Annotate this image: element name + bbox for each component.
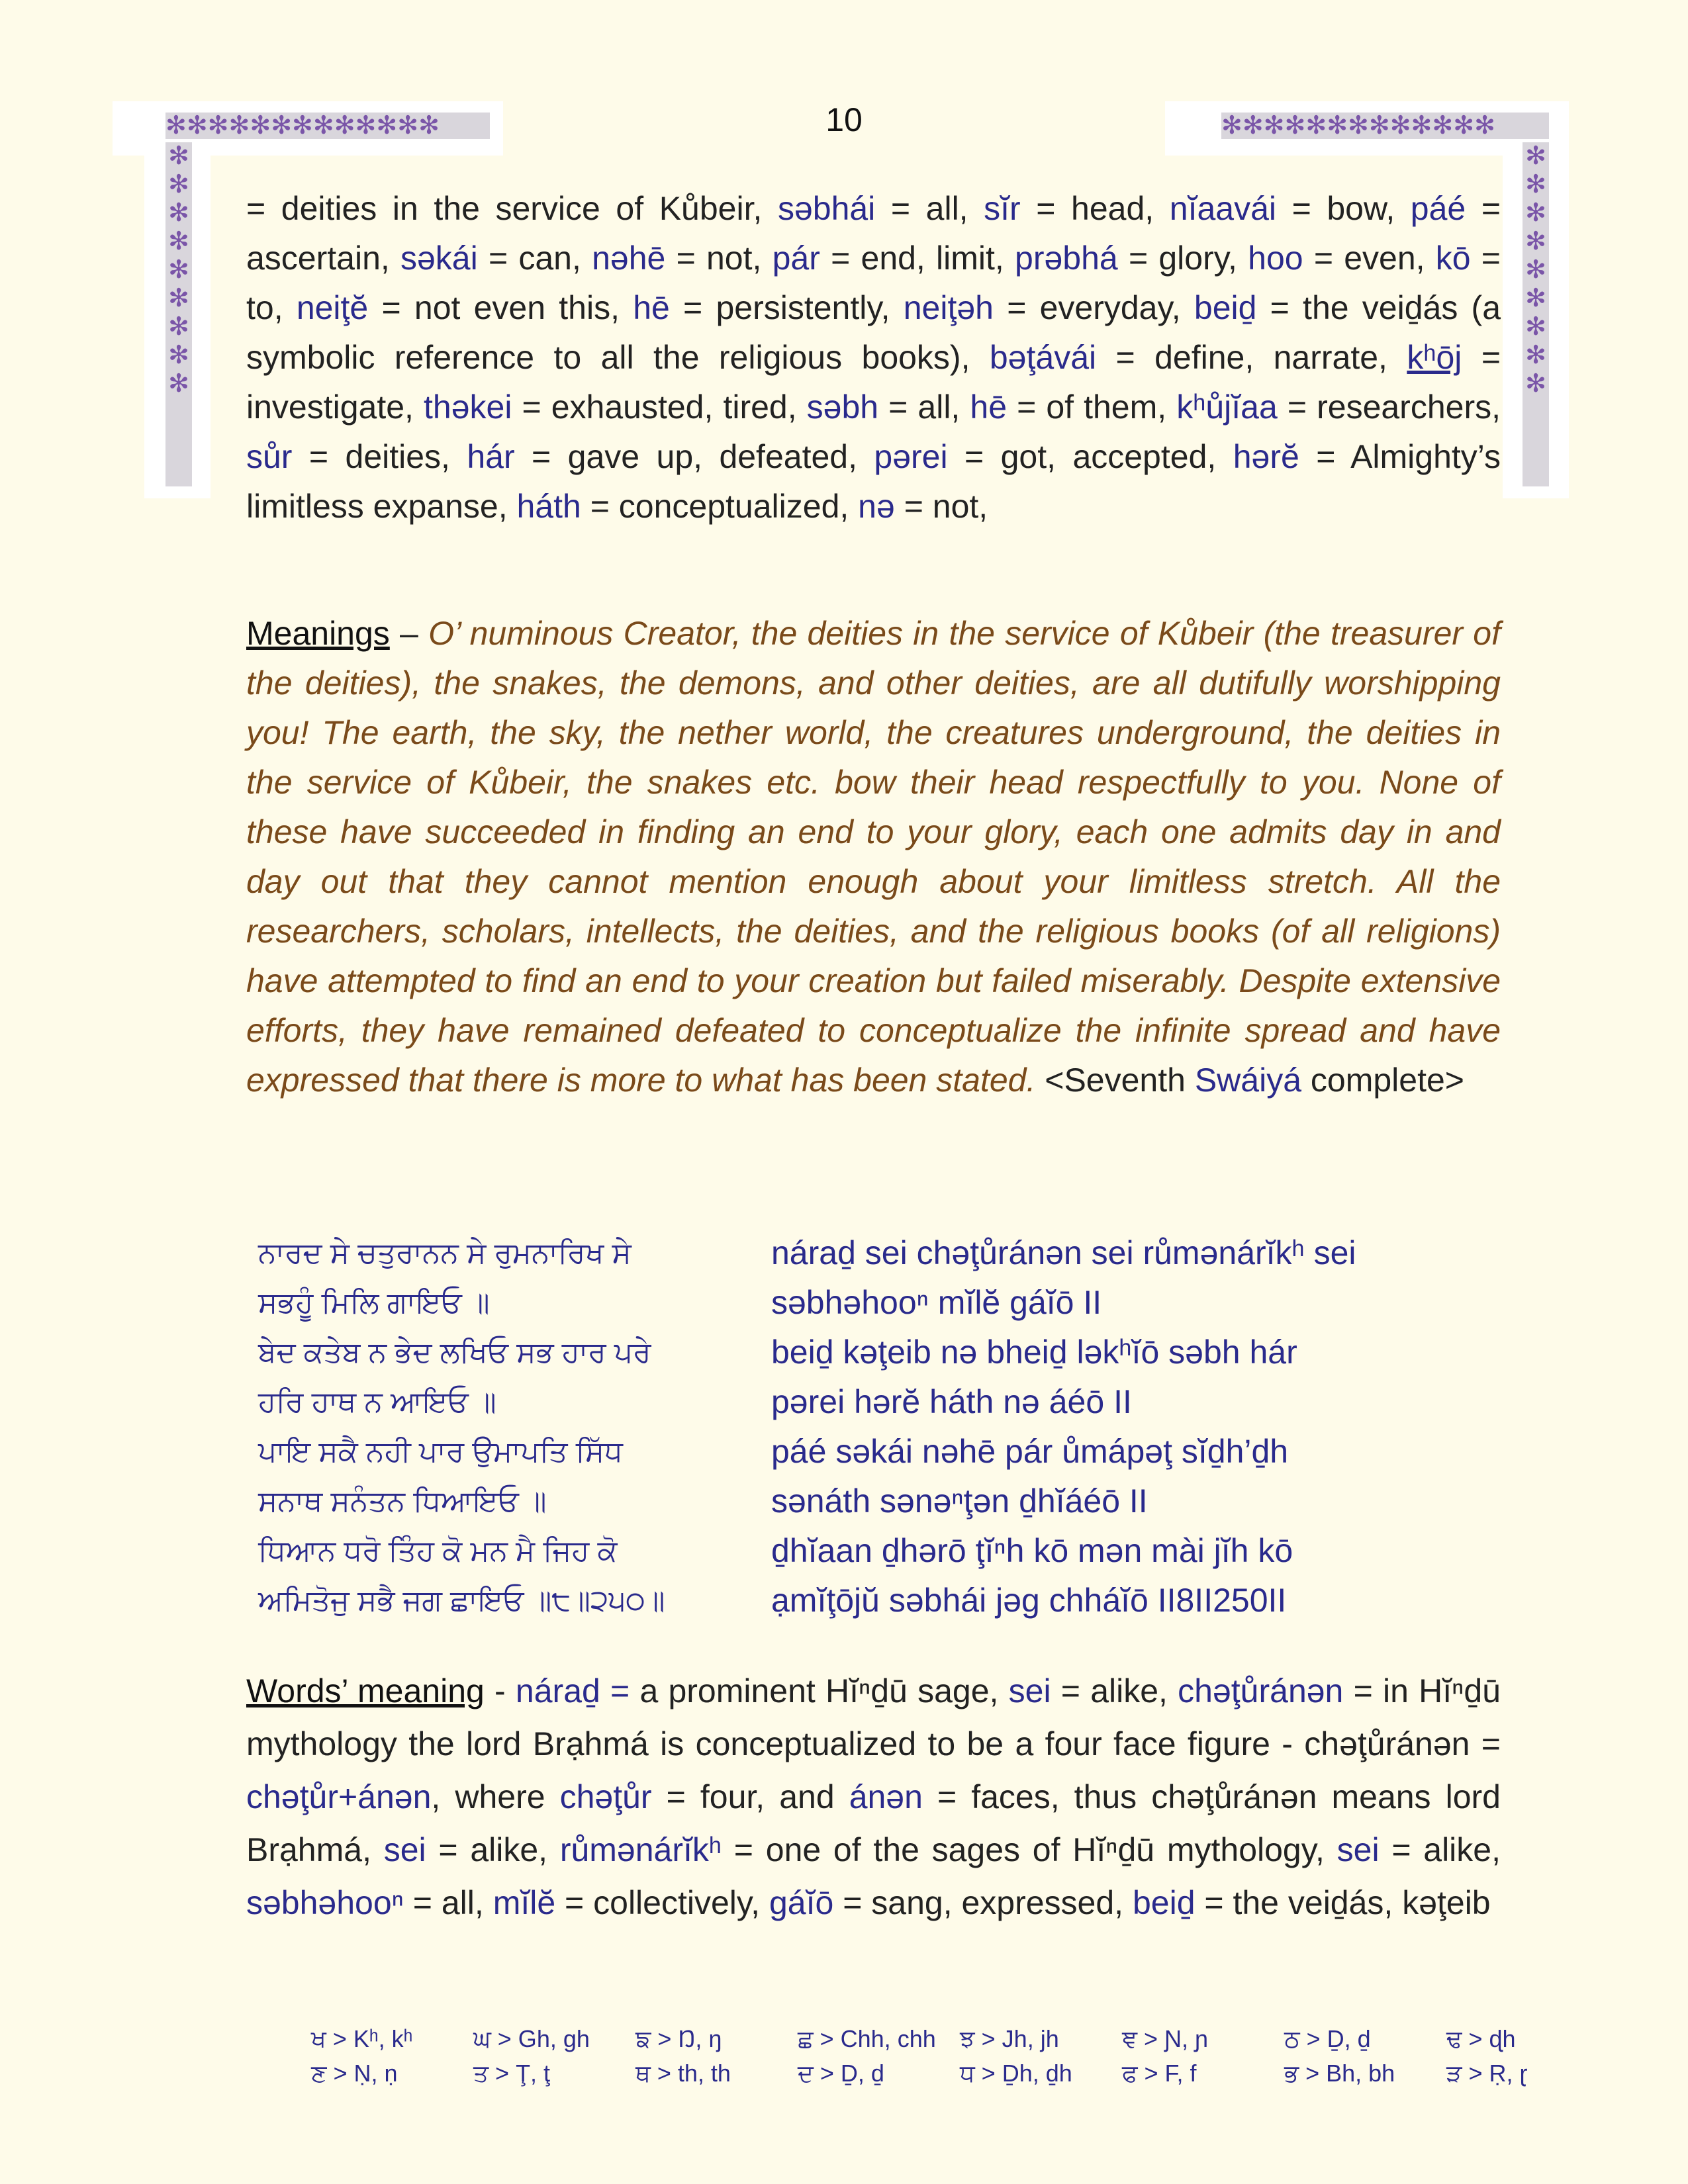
text: = even, [1303, 240, 1436, 277]
term: thəkei [424, 388, 512, 426]
legend-item: ਢ > ɖh [1446, 2025, 1516, 2052]
text: = ascertain, [246, 190, 1501, 277]
text: = all, [878, 388, 970, 426]
legend-item: ਞ > Ɲ, ɲ [1122, 2025, 1209, 2052]
legend-item: ਝ > Jh, jh [960, 2025, 1059, 2052]
text: = one of the sages of Hĭⁿḏū mythology, [722, 1831, 1337, 1868]
term: səkái [400, 240, 478, 277]
translit-line: náraḏ sei chəţůránən sei růmənárĭkʰ sei [771, 1234, 1356, 1271]
term: pərei [874, 438, 948, 475]
translit-line: səbhəhooⁿ mĭlĕ gáĭō II [771, 1284, 1102, 1321]
legend-row [311, 2056, 1528, 2091]
verse-line: ਬੇਦ ਕਤੇਬ ਨ ਭੇਦ ਲਖਿਓ ਸਭ ਹਾਰ ਪਰੇ [258, 1336, 651, 1369]
text: = not, [894, 488, 988, 525]
term: sei [1336, 1831, 1380, 1868]
verse-transliteration [771, 1228, 1407, 1625]
swaiya-term: Swáiyá [1194, 1062, 1302, 1099]
text: = exhausted, tired, [512, 388, 807, 426]
term: hē [970, 388, 1008, 426]
term: růmənárĭkʰ [559, 1831, 722, 1868]
legend-item: ਘ > Gh, gh [473, 2025, 590, 2052]
term: hərĕ [1233, 438, 1299, 475]
translit-line: ḏhĭaan ḏhərō ţĭⁿh kō mən mài jĭh kō [771, 1532, 1293, 1569]
term: səbhái [777, 190, 876, 227]
term: neiţĕ [296, 289, 369, 326]
star-border-right: ✻✻✻✻✻✻✻✻✻ [1523, 142, 1549, 486]
term: sei [1008, 1672, 1051, 1709]
legend-item: ਧ > Ḏh, ḏh [960, 2060, 1072, 2087]
term: hár [467, 438, 515, 475]
term: kō [1435, 240, 1471, 277]
term: kʰōj [1407, 339, 1462, 376]
text: = persistently, [669, 289, 904, 326]
legend-item: ਭ > Bh, bh [1284, 2060, 1395, 2087]
term: neiţəh [903, 289, 994, 326]
term: sůr [246, 438, 293, 475]
term: hoo [1248, 240, 1303, 277]
text: = of them, [1007, 388, 1177, 426]
term: gáĭō [769, 1884, 834, 1921]
words-meaning-heading: Words’ meaning [246, 1672, 485, 1709]
text: = not, [665, 240, 773, 277]
meanings-heading: Meanings [246, 615, 390, 652]
legend-item: ਦ > Ḏ, ḏ [798, 2060, 884, 2087]
text: = got, accepted, [947, 438, 1233, 475]
term: nə [858, 488, 895, 525]
text: = the veiḏás, kəţeib [1195, 1884, 1491, 1921]
term: nĭaavái [1169, 190, 1276, 227]
legend-item: ਥ > th, th [635, 2060, 731, 2087]
legend-item: ਠ > Ḏ, ḏ [1284, 2025, 1371, 2052]
verse-line: ਸਭਹੂੰ ਮਿਲਿ ਗਾਇਓ ॥ [258, 1287, 490, 1319]
complete-label: complete> [1301, 1062, 1464, 1099]
text: = alike, [426, 1831, 560, 1868]
text: = gave up, defeated, [514, 438, 874, 475]
term: háth [516, 488, 581, 525]
term: hē [633, 289, 670, 326]
text: = researchers, [1277, 388, 1501, 426]
text: = conceptualized, [581, 488, 859, 525]
verse-line: ਨਾਰਦ ਸੇ ਚਤੁਰਾਨਨ ਸੇ ਰੁਮਨਾਰਿਖ ਸੇ [258, 1237, 632, 1269]
term: páé [1410, 190, 1466, 227]
words-meaning-continued [246, 184, 1501, 531]
term: chəţůránən [1178, 1672, 1344, 1709]
legend-item: ਣ > Ṇ, ṇ [311, 2060, 398, 2087]
star-border-left: ✻✻✻✻✻✻✻✻✻ [165, 142, 192, 486]
term: bəţávái [989, 339, 1097, 376]
text: a prominent Hĭⁿḏū sage, [630, 1672, 1009, 1709]
text: = Almighty’s limitless expanse, [246, 438, 1501, 525]
term: chəţůr [559, 1778, 652, 1815]
text: = alike, [1379, 1831, 1501, 1868]
term: chəţůr+ánən [246, 1778, 432, 1815]
text: , where [431, 1778, 560, 1815]
text: = investigate, [246, 339, 1501, 426]
meanings-text: O’ numinous Creator, the deities in the service of Kůbeir (the treasurer of the deities), the snakes, the demons, and other deities, are all dutifully worshipping you! The earth, the sky, the nether world, the creatures underground, the deities in the service of Kůbeir, the snakes etc. bow their head respectfully to you. None of these have succeeded in finding an end to your glory, each one admits day in and day out that they cannot mention enough about your limitless stretch. All the researchers, scholars, intellects, the deities, and the religious books (of all religions) have attempted to find an end to your creation but failed miserably. Despite extensive efforts, they have remained defeated to conceptualize the infinite spread and have expressed that there is more to what has been stated. [246, 615, 1501, 1099]
text: = end, limit, [820, 240, 1015, 277]
legend-item: ਛ > Chh, chh [798, 2025, 936, 2052]
meanings-paragraph [246, 609, 1501, 1105]
legend-item: ਖ > Kʰ, kʰ [311, 2025, 413, 2052]
translit-line: ạmĭţōjŭ səbhái jəg chháĭō II8II250II [771, 1582, 1287, 1619]
text: = alike, [1051, 1672, 1178, 1709]
dash: – [389, 615, 429, 652]
translit-line: beiḏ kəţeib nə bheiḏ ləkʰĭō səbh hár [771, 1334, 1297, 1371]
term: mĭlĕ [492, 1884, 556, 1921]
term: sei [383, 1831, 426, 1868]
verse-line: ਅਮਿਤੋਜੁ ਸਭੈ ਜਗ ਛਾਇਓ ॥੮॥੨੫੦॥ [258, 1584, 665, 1617]
term: nəhē [592, 240, 666, 277]
text: = four, and [651, 1778, 849, 1815]
star-border-top-right: ✻✻✻✻✻✻✻✻✻✻✻✻✻ [1221, 113, 1549, 139]
text: = the veiḏás (a symbolic reference to all the religious books), [246, 289, 1501, 376]
legend-row [311, 2022, 1528, 2056]
term: beiḏ [1132, 1884, 1196, 1921]
words-meaning-paragraph [246, 1664, 1501, 1929]
text: = everyday, [993, 289, 1194, 326]
text: = all, [403, 1884, 493, 1921]
text: = define, narrate, [1096, 339, 1407, 376]
text: = not even this, [368, 289, 633, 326]
term: ánən [849, 1778, 923, 1815]
legend-item: ੜ > Ṛ, ɽ [1446, 2060, 1528, 2087]
verse-line: ਪਾਇ ਸਕੈ ਨਹੀ ਪਾਰ ਉਮਾਪਤਿ ਸਿੱਧ [258, 1435, 623, 1468]
translit-line: pərei hərĕ háth nə áéō II [771, 1383, 1132, 1420]
text: = deities in the service of Kůbeir, [246, 190, 778, 227]
term: səbh [806, 388, 879, 426]
transliteration-legend [311, 2022, 1528, 2091]
text: = glory, [1117, 240, 1248, 277]
text: = to, [246, 240, 1501, 326]
legend-item: ਙ > Ŋ, ŋ [635, 2025, 722, 2052]
text: = sang, expressed, [833, 1884, 1133, 1921]
term: beiḏ [1194, 289, 1257, 326]
text: = collectively, [555, 1884, 769, 1921]
star-border-top-left: ✻✻✻✻✻✻✻✻✻✻✻✻✻ [165, 113, 490, 139]
page-number: 10 [825, 101, 863, 138]
text: = in Hĭⁿḏū mythology the lord Brạhmá is conceptualized to be a four face figure - chəţůránən = [246, 1672, 1501, 1762]
term: náraḏ = [515, 1672, 630, 1709]
term: kʰůjĭaa [1176, 388, 1278, 426]
verse-line: ਸਨਾਥ ਸਨੰਤਨ ਧਿਆਇਓ ॥ [258, 1485, 547, 1518]
text: = all, [875, 190, 984, 227]
verse-line: ਹਰਿ ਹਾਥ ਨ ਆਇਓ ॥ [258, 1386, 496, 1418]
seventh-label: <Seventh [1035, 1062, 1195, 1099]
text: = head, [1020, 190, 1170, 227]
term: pár [772, 240, 820, 277]
text: = bow, [1276, 190, 1411, 227]
translit-line: sənáth sənəⁿţən ḏhĭáéō II [771, 1482, 1148, 1520]
term: sĭr [984, 190, 1021, 227]
term: prəbhá [1015, 240, 1118, 277]
verse-line: ਧਿਆਨ ਧਰੋ ਤਿੰਹ ਕੋ ਮਨ ਮੈ ਜਿਹ ਕੋ [258, 1535, 618, 1567]
term: səbhəhooⁿ [246, 1884, 404, 1921]
text: = can, [477, 240, 592, 277]
text: = faces, thus chəţůránən means lord Brạhmá, [246, 1778, 1501, 1868]
text: = deities, [292, 438, 467, 475]
legend-item: ਤ > Ţ, ţ [473, 2060, 551, 2087]
verse-gurmukhi [258, 1228, 722, 1625]
legend-item: ਫ > F, f [1122, 2060, 1197, 2087]
text: - [484, 1672, 516, 1709]
translit-line: páé səkái nəhē pár ůmápəţ sĭḏh’ḏh [771, 1433, 1289, 1470]
